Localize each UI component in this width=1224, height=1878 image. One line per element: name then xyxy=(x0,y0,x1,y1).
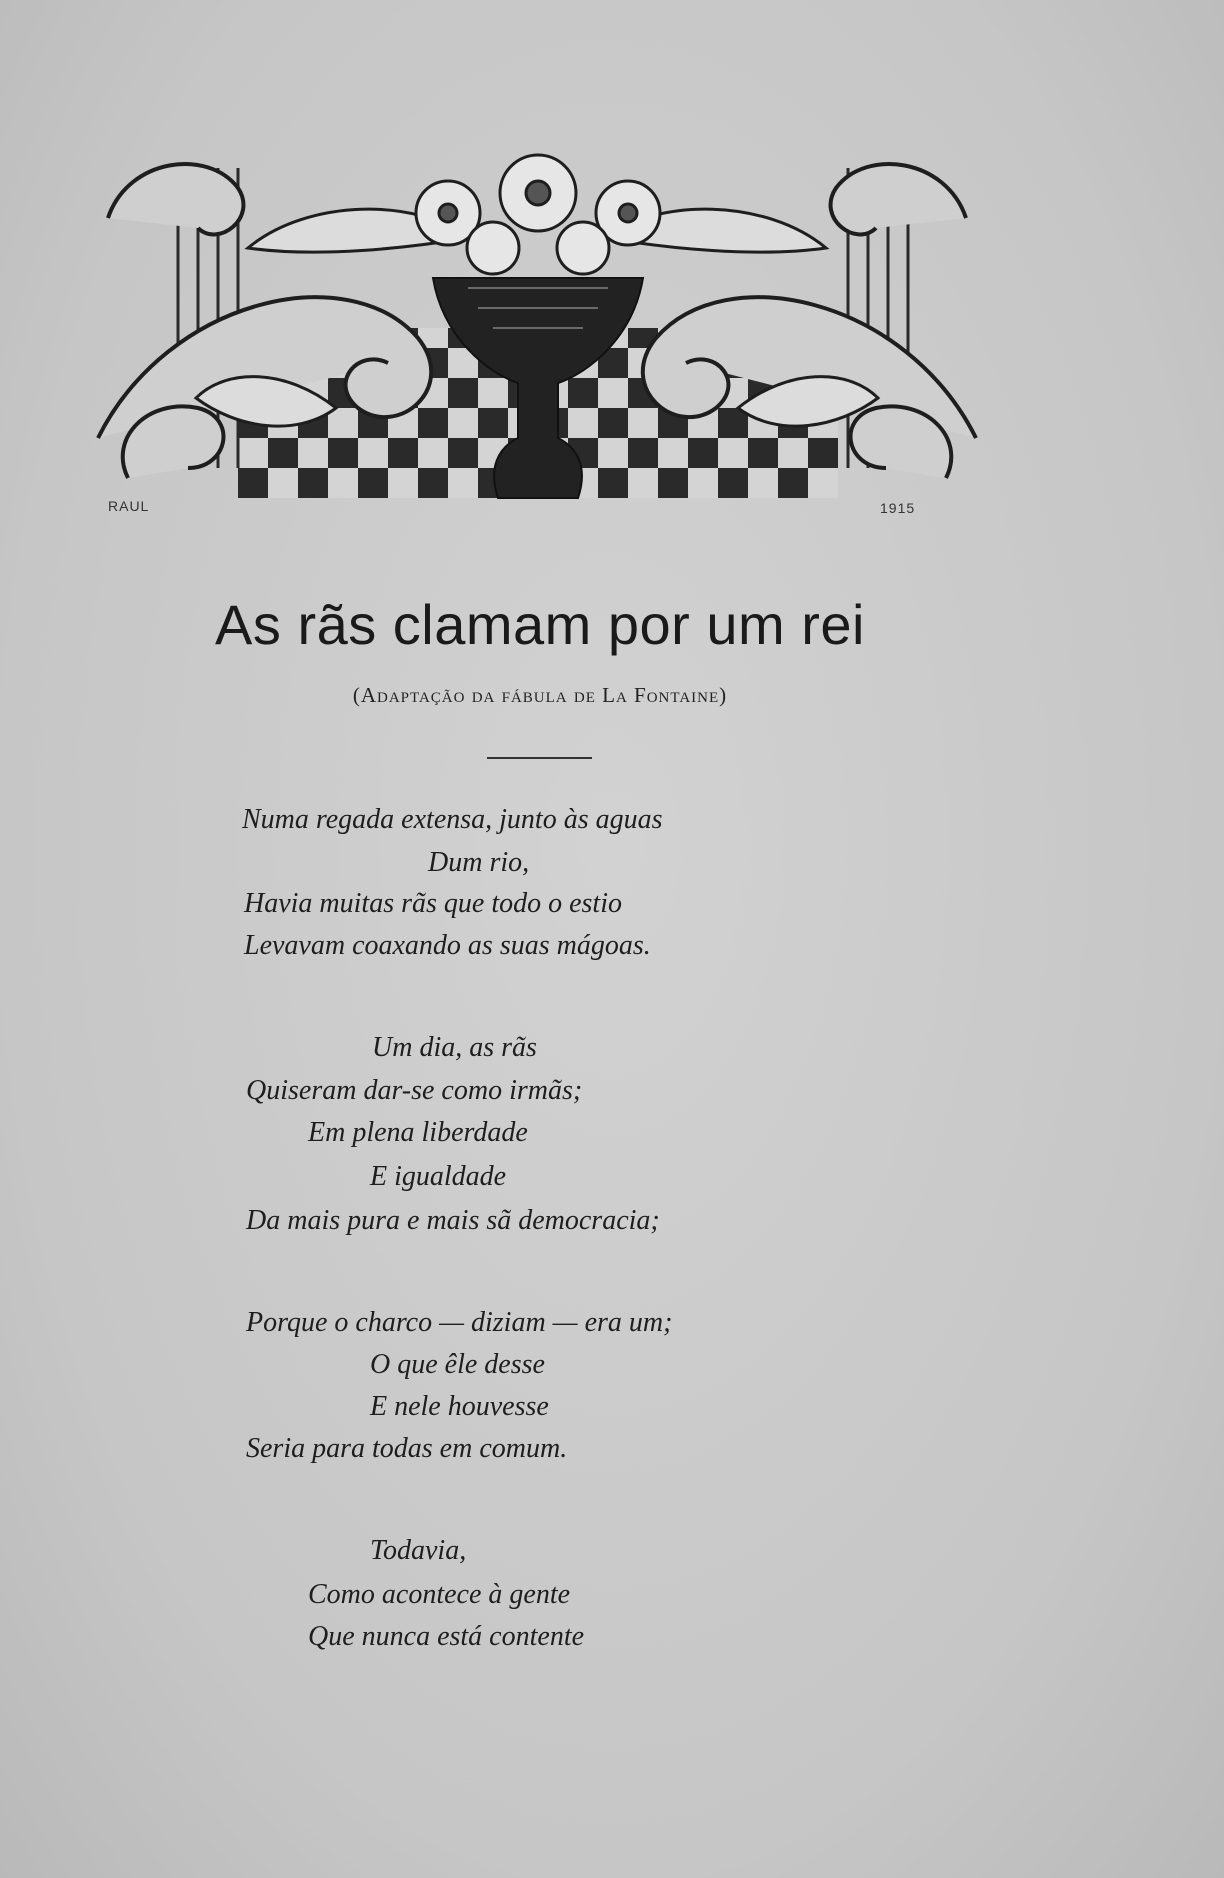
poem-line: Numa regada extensa, junto às aguas xyxy=(242,804,663,835)
poem-line: Dum rio, xyxy=(428,847,530,878)
poem-line: Que nunca está contente xyxy=(308,1621,585,1652)
poem-line: Quiseram dar-se como irmãs; xyxy=(246,1075,583,1106)
poem-line: Como acontece à gente xyxy=(308,1579,571,1610)
poem-line: Todavia, xyxy=(370,1535,467,1566)
poem-line: Levavam coaxando as suas mágoas. xyxy=(244,930,651,961)
poem-line: Um dia, as rãs xyxy=(372,1032,537,1063)
ornamental-vignette xyxy=(88,138,986,508)
illustration-year: 1915 xyxy=(880,500,916,516)
poem-line: Porque o charco — diziam — era um; xyxy=(246,1307,673,1338)
poem-line: Da mais pura e mais sã democracia; xyxy=(246,1205,660,1236)
divider xyxy=(487,757,592,759)
poem-line: O que êle desse xyxy=(370,1349,545,1380)
poem-line: Seria para todas em comum. xyxy=(246,1433,568,1464)
vignette-illustration-icon xyxy=(88,138,986,508)
page-title: As rãs clamam por um rei xyxy=(215,593,865,656)
poem-line: E nele houvesse xyxy=(370,1391,549,1422)
poem-line: Em plena liberdade xyxy=(308,1117,528,1148)
page-subtitle: (Adaptação da fábula de La Fontaine) xyxy=(352,683,728,707)
poem-line: Havia muitas rãs que todo o estio xyxy=(244,888,622,919)
artist-signature: RAUL xyxy=(108,498,150,514)
poem-line: E igualdade xyxy=(370,1161,507,1192)
